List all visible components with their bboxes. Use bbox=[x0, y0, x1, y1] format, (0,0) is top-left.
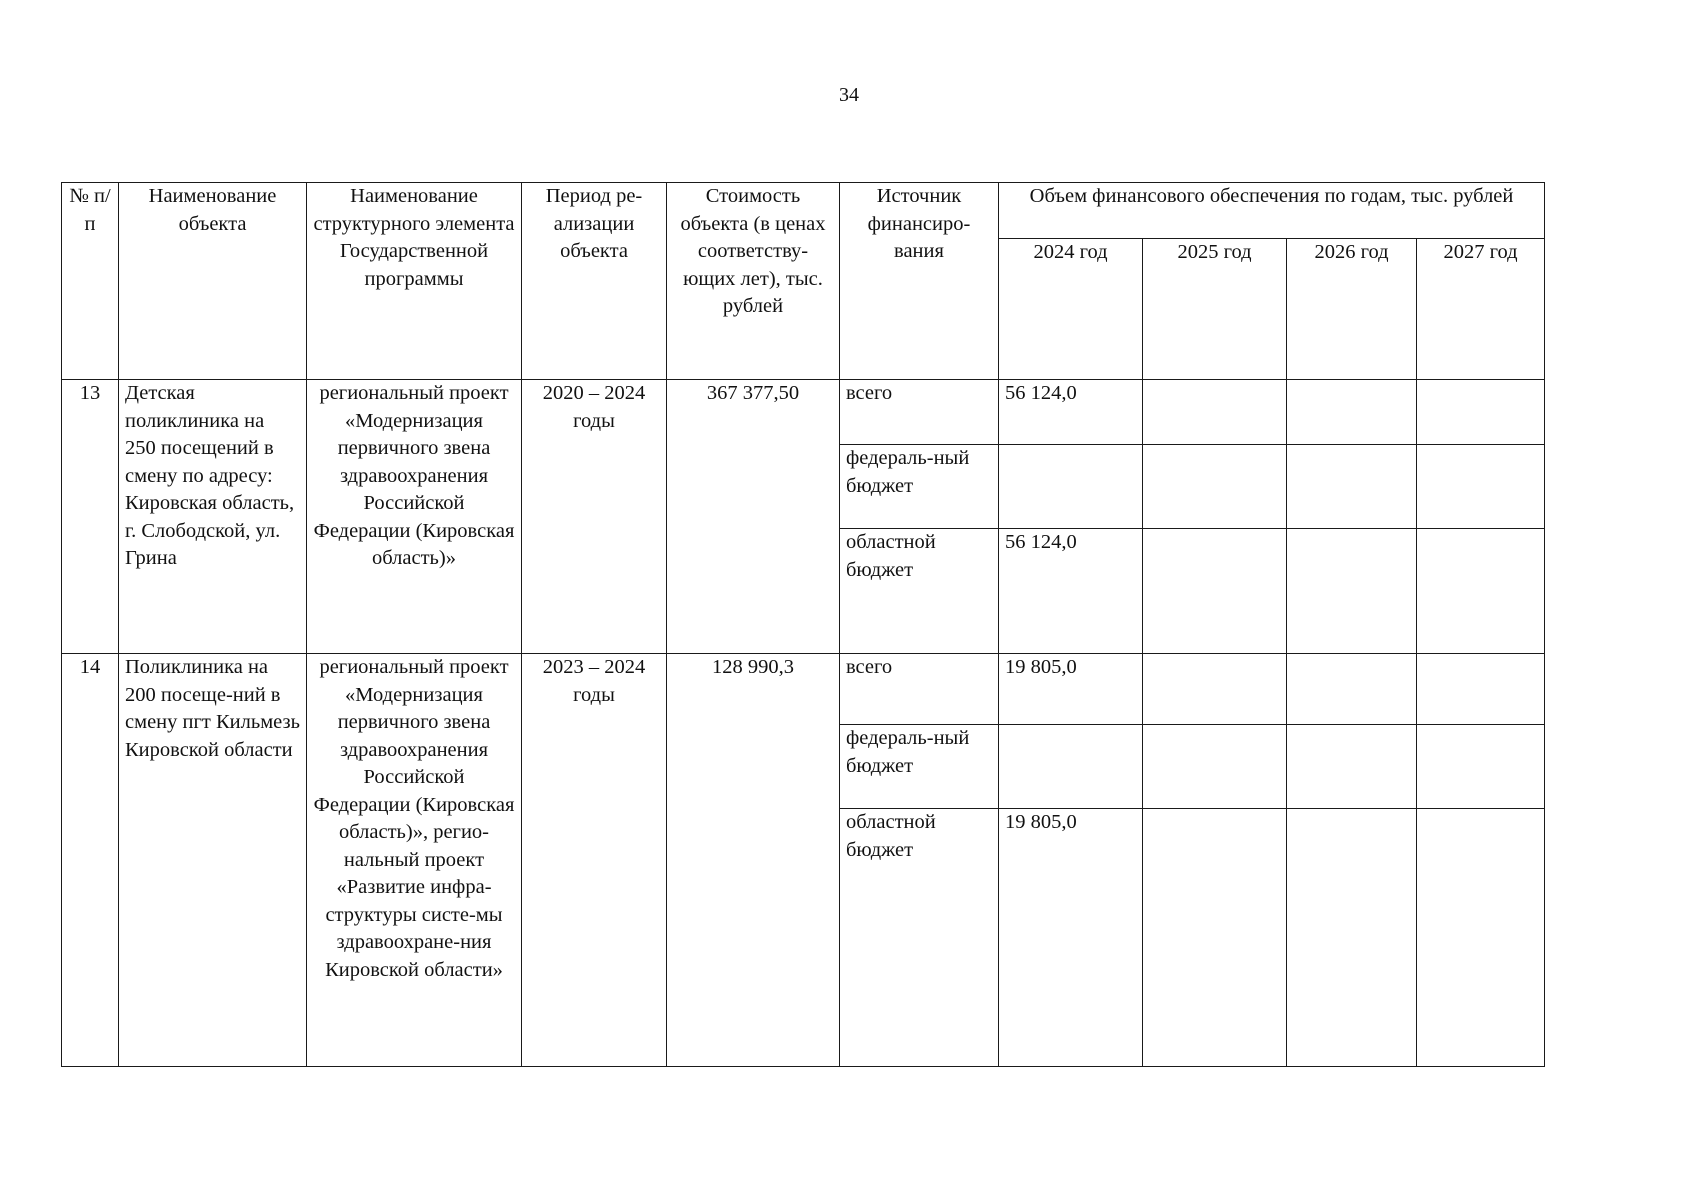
object-cost: 128 990,3 bbox=[667, 654, 840, 1067]
amount-cell bbox=[1417, 725, 1545, 809]
header-row bbox=[62, 183, 1545, 239]
amount-cell: 56 124,0 bbox=[999, 380, 1143, 445]
amount-cell bbox=[1143, 445, 1287, 529]
amount-cell bbox=[1417, 654, 1545, 725]
header-structural-element: Наименование структурного элемента Государственной программы bbox=[307, 183, 522, 380]
amount-cell bbox=[1417, 445, 1545, 529]
header-period: Период ре-ализации объекта bbox=[522, 183, 667, 380]
amount-cell: 56 124,0 bbox=[999, 529, 1143, 654]
amount-cell bbox=[1143, 654, 1287, 725]
funding-source: федераль-ный бюджет bbox=[840, 445, 999, 529]
structural-element: региональный проект «Модернизация первичного звена здравоохранения Российской Федерации (Кировская область)», регио-нальный проект «Развитие инфра-структуры систе-мы здравоохране-ния Кировской области» bbox=[307, 654, 522, 1067]
object-cost: 367 377,50 bbox=[667, 380, 840, 654]
header-num: № п/п bbox=[62, 183, 119, 380]
header-year: 2025 год bbox=[1143, 239, 1287, 380]
object-name: Поликлиника на 200 посеще-ний в смену пгт Кильмезь Кировской области bbox=[119, 654, 307, 1067]
funding-source: областной бюджет bbox=[840, 809, 999, 1067]
header-cost: Стоимость объекта (в ценах соответству-ющих лет), тыс. рублей bbox=[667, 183, 840, 380]
implementation-period: 2023 – 2024 годы bbox=[522, 654, 667, 1067]
amount-cell bbox=[1417, 380, 1545, 445]
amount-cell bbox=[1143, 725, 1287, 809]
page-number: 34 bbox=[839, 84, 859, 106]
amount-cell bbox=[1287, 654, 1417, 725]
amount-cell bbox=[1417, 809, 1545, 1067]
row-num: 14 bbox=[62, 654, 119, 1067]
financing-table bbox=[61, 182, 1545, 1067]
amount-cell bbox=[1287, 380, 1417, 445]
funding-source: федераль-ный бюджет bbox=[840, 725, 999, 809]
amount-cell bbox=[1143, 529, 1287, 654]
amount-cell bbox=[999, 445, 1143, 529]
amount-cell bbox=[1417, 529, 1545, 654]
funding-source: всего bbox=[840, 380, 999, 445]
amount-cell: 19 805,0 bbox=[999, 809, 1143, 1067]
row-num: 13 bbox=[62, 380, 119, 654]
table-row bbox=[62, 380, 1545, 445]
header-volume: Объем финансового обеспечения по годам, тыс. рублей bbox=[999, 183, 1545, 239]
amount-cell bbox=[1287, 529, 1417, 654]
amount-cell bbox=[999, 725, 1143, 809]
header-year: 2026 год bbox=[1287, 239, 1417, 380]
amount-cell bbox=[1287, 725, 1417, 809]
header-year: 2024 год bbox=[999, 239, 1143, 380]
table-row bbox=[62, 654, 1545, 725]
header-object-name: Наименование объекта bbox=[119, 183, 307, 380]
object-name: Детская поликлиника на 250 посещений в смену по адресу: Кировская область, г. Слободской, ул. Грина bbox=[119, 380, 307, 654]
amount-cell bbox=[1143, 809, 1287, 1067]
header-year: 2027 год bbox=[1417, 239, 1545, 380]
structural-element: региональный проект «Модернизация первичного звена здравоохранения Российской Федерации (Кировская область)» bbox=[307, 380, 522, 654]
funding-source: областной бюджет bbox=[840, 529, 999, 654]
amount-cell: 19 805,0 bbox=[999, 654, 1143, 725]
amount-cell bbox=[1287, 809, 1417, 1067]
funding-source: всего bbox=[840, 654, 999, 725]
header-source: Источник финансиро-вания bbox=[840, 183, 999, 380]
amount-cell bbox=[1287, 445, 1417, 529]
amount-cell bbox=[1143, 380, 1287, 445]
implementation-period: 2020 – 2024 годы bbox=[522, 380, 667, 654]
